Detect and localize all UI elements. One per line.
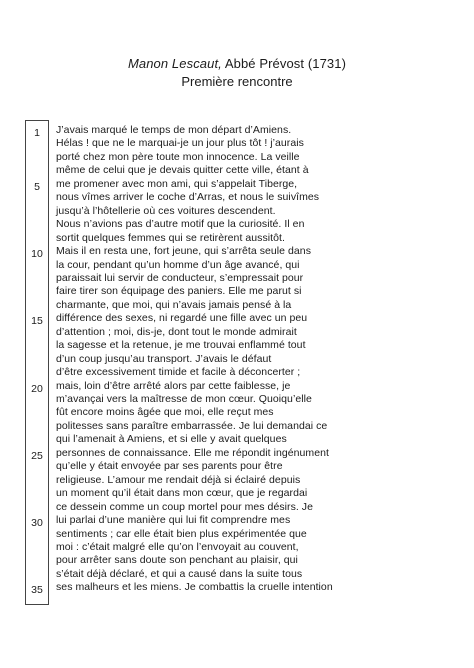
- text-line: fût encore moins âgée que moi, elle reçut mes: [56, 406, 274, 419]
- text-line: J’avais marqué le temps de mon départ d’Amiens.: [56, 124, 292, 136]
- text-line: sentiments ; car elle était bien plus expérimentée que: [56, 527, 307, 540]
- line-number-column: [25, 120, 49, 605]
- text-line: Hélas ! que ne le marquai-je un jour plus tôt ! j’aurais: [56, 137, 304, 150]
- work-title-author: Abbé Prévost (1731): [221, 56, 347, 71]
- line-number: 15: [31, 315, 43, 328]
- work-title: [0, 56, 474, 71]
- text-line: d’un coup jusqu’au transport. J’avais le défaut: [56, 352, 272, 365]
- text-line: pour arrêter sans doute son penchant au plaisir, qui: [56, 554, 298, 567]
- text-line: même de celui que je devais quitter cette ville, étant à: [56, 164, 309, 177]
- text-line: Mais il en resta une, fort jeune, qui s’arrêta seule dans: [56, 245, 311, 258]
- text-line: moi : c’était malgré elle qu’on l’envoyait au couvent,: [56, 540, 299, 553]
- text-line: lui parlai d’une manière qui lui fit comprendre mes: [56, 514, 291, 527]
- text-line: la sagesse et la retenue, je me trouvai enflammé tout: [56, 339, 306, 352]
- text-line: me promener avec mon ami, qui s’appelait Tiberge,: [56, 177, 298, 190]
- text-line: m’avançai vers la maîtresse de mon cœur. Quoiqu’elle: [56, 393, 312, 405]
- text-line: d’attention ; moi, dis-je, dont tout le monde admirait: [56, 325, 297, 338]
- text-line: religieuse. L’amour me rendait déjà si éclairé depuis: [56, 473, 301, 486]
- text-line: nous vîmes arriver le coche d’Arras, et nous le suivîmes: [56, 191, 320, 204]
- work-title-italic: Manon Lescaut,: [127, 56, 222, 71]
- line-number: 35: [31, 584, 43, 597]
- line-number: 1: [34, 127, 40, 139]
- text-line: qu’elle y était envoyée par ses parents pour être: [56, 460, 283, 473]
- text-line: ses malheurs et les miens. Je combattis la cruelle intention: [56, 581, 333, 594]
- text-line: différence des sexes, ni regardé une fille avec un peu: [56, 312, 308, 325]
- text-line: paraissait lui servir de conducteur, s’empressait pour: [56, 271, 304, 284]
- text-line: porté chez mon père toute mon innocence. La veille: [56, 150, 300, 163]
- line-number: 25: [31, 449, 43, 462]
- line-number: 20: [31, 382, 43, 395]
- text-line: d’être excessivement timide et facile à déconcerter ;: [56, 366, 301, 379]
- text-line: jusqu’à l’hôtellerie où ces voitures descendent.: [56, 204, 276, 217]
- text-line: un moment qu’il était dans mon cœur, que je regardai: [56, 487, 308, 500]
- line-number: 30: [31, 517, 43, 530]
- text-line: Nous n’avions pas d’autre motif que la curiosité. Il en: [56, 218, 305, 231]
- line-number: 5: [34, 180, 40, 193]
- line-number: 10: [31, 248, 43, 261]
- text-line: la cour, pendant qu’un homme d’un âge avancé, qui: [56, 258, 300, 271]
- text-line: politesses sans paraître embarrassée. Je lui demandai ce: [56, 419, 328, 432]
- text-line: charmante, que moi, qui n’avais jamais pensé à la: [56, 298, 292, 311]
- text-line: sortit quelques femmes qui se retirèrent aussitôt.: [56, 231, 285, 244]
- text-line: faire tirer son équipage des paniers. Elle me parut si: [56, 285, 302, 298]
- excerpt-subtitle: Première rencontre: [181, 74, 293, 89]
- text-line: qui l’amenait à Amiens, et si elle y avait quelques: [56, 433, 287, 446]
- text-line: personnes de connaissance. Elle me répondit ingénument: [56, 446, 329, 459]
- text-line: mais, loin d’être arrêté alors par cette faiblesse, je: [56, 379, 291, 392]
- text-line: ce dessein comme un coup mortel pour mes désirs. Je: [56, 500, 313, 513]
- text-line: s’était déjà déclaré, et qui a causé dans la suite tous: [56, 567, 303, 580]
